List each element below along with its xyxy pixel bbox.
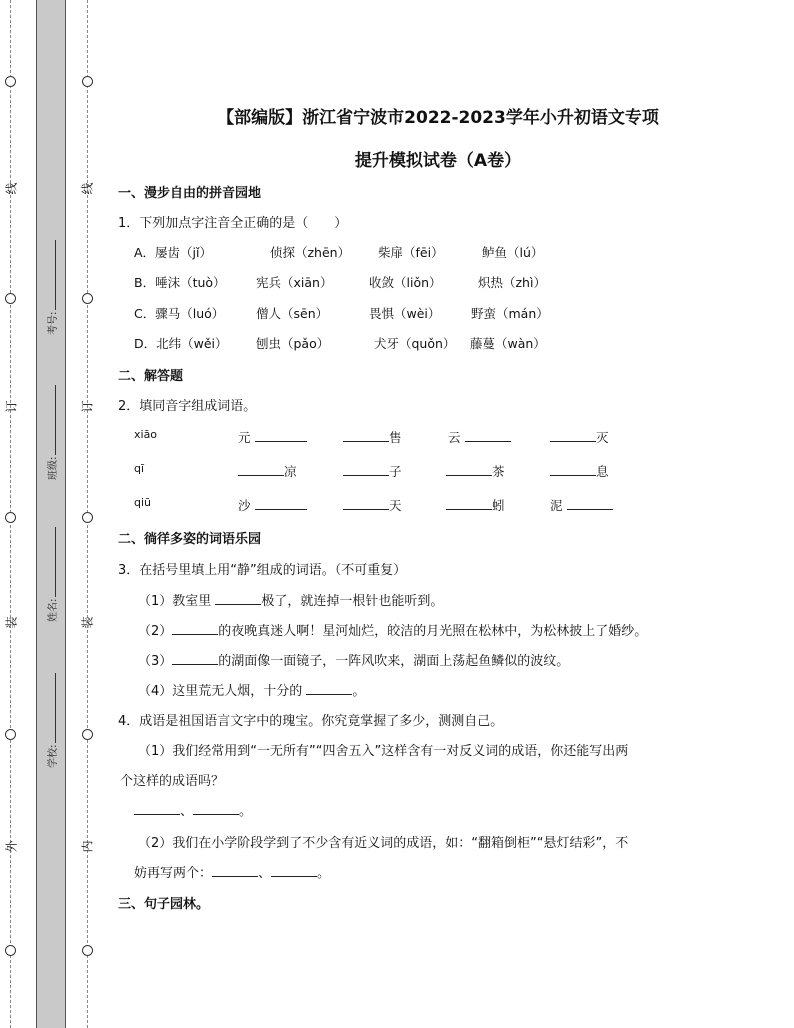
class-field[interactable]: 班级:: [44, 385, 59, 480]
choice-option[interactable]: C．骤马（luó）: [134, 306, 225, 321]
choice-word: 收敛（liǒn）: [369, 275, 442, 290]
inner-mark: 内: [80, 840, 95, 853]
fill-word: 灭: [550, 428, 609, 446]
choice-word: 柴扉（fēi）: [378, 245, 444, 260]
answer-blank[interactable]: [446, 497, 492, 510]
answer-blank[interactable]: [255, 429, 307, 442]
answer-blank[interactable]: [238, 463, 284, 476]
name-field[interactable]: 姓名:: [44, 527, 59, 622]
answer-blank[interactable]: [134, 802, 180, 815]
inner-mark: 装: [80, 616, 95, 629]
fill-word: 泥: [550, 496, 613, 514]
answer-blank[interactable]: [215, 592, 261, 605]
section-heading: 一、漫步自由的拼音园地: [118, 186, 262, 201]
choice-word: 野蛮（mán）: [471, 306, 549, 321]
choice-option[interactable]: A．屡齿（jǐ）: [134, 245, 212, 260]
answer-blank[interactable]: [550, 429, 596, 442]
answer-blank[interactable]: [550, 463, 596, 476]
binding-hole: [82, 945, 93, 956]
binding-hole: [5, 945, 16, 956]
binding-hole: [5, 293, 16, 304]
sub-question-cont: 妨再写两个： 、 。: [134, 866, 331, 881]
binding-hole: [5, 76, 16, 87]
binding-margin: [0, 0, 110, 1028]
question-stem: 1．下列加点字注音全正确的是（ ）: [118, 216, 348, 231]
binding-hole: [82, 512, 93, 523]
page-subtitle: 提升模拟试卷（A卷）: [354, 151, 522, 171]
fill-word: 息: [550, 462, 609, 480]
choice-option[interactable]: D．北纬（wěi）: [134, 336, 228, 351]
choice-word: 炽热（zhì）: [478, 275, 546, 290]
choice-word: 犬牙（quǒn）: [374, 336, 456, 351]
choice-word: 畏惧（wèi）: [369, 306, 441, 321]
school-field[interactable]: 学校:: [44, 673, 59, 768]
answer-blank[interactable]: [343, 497, 389, 510]
pinyin-label: xiāo: [134, 428, 158, 441]
inner-mark: 线: [80, 182, 95, 195]
choice-word: 刨虫（pǎo）: [256, 336, 330, 351]
pinyin-label: qiū: [134, 496, 152, 509]
answer-blank[interactable]: [465, 429, 511, 442]
answer-blank[interactable]: [446, 463, 492, 476]
sub-question: （1）我们经常用到“一无所有”“四舍五入”这样含有一对反义词的成语，你还能写出两: [138, 744, 629, 759]
fill-word: 云: [448, 428, 511, 446]
choice-word: 僧人（sēn）: [256, 306, 329, 321]
choice-word: 宪兵（xiān）: [256, 275, 333, 290]
answer-blank[interactable]: [343, 429, 389, 442]
fill-word: 凉: [238, 462, 297, 480]
info-band: [36, 0, 66, 1028]
fill-word: 售: [343, 428, 402, 446]
section-heading: 二、徜徉多姿的词语乐园: [118, 532, 262, 547]
outer-mark: 线: [4, 182, 19, 195]
fill-word: 子: [343, 462, 402, 480]
page-title: 【部编版】浙江省宁波市2022-2023学年小升初语文专项: [217, 108, 659, 128]
choice-word: 藤蔓（wàn）: [470, 336, 546, 351]
outer-mark: 装: [4, 616, 19, 629]
sub-question-cont: 个这样的成语吗？: [120, 774, 225, 789]
pinyin-label: qī: [134, 462, 145, 475]
outer-mark: 外: [4, 840, 19, 853]
answer-blank[interactable]: [567, 497, 613, 510]
fill-word: 茶: [446, 462, 505, 480]
binding-hole: [82, 76, 93, 87]
answer-blank[interactable]: [212, 864, 258, 877]
answer-blank[interactable]: [343, 463, 389, 476]
choice-option[interactable]: B．唾沫（tuò）: [134, 275, 226, 290]
fill-word: 沙: [238, 496, 307, 514]
question-stem: 4．成语是祖国语言文字中的瑰宝。你究竟掌握了多少，测测自己。: [118, 714, 504, 729]
section-heading: 三、句子园林。: [118, 897, 210, 912]
outer-mark: 订: [4, 400, 19, 413]
binding-hole: [82, 293, 93, 304]
binding-hole: [5, 729, 16, 740]
section-heading: 二、解答题: [118, 369, 184, 384]
fill-word: 蚓: [446, 496, 505, 514]
sub-question: （4）这里荒无人烟，十分的 。: [138, 684, 366, 699]
sub-question: （1）教室里 极了，就连掉一根针也能听到。: [138, 594, 444, 609]
fill-word: 天: [343, 496, 402, 514]
answer-blank[interactable]: [193, 802, 239, 815]
question-stem: 3．在括号里填上用“静”组成的词语。（不可重复）: [118, 563, 407, 578]
inner-mark: 订: [80, 400, 95, 413]
sub-question: （3） 的湖面像一面镜子，一阵风吹来，湖面上荡起鱼鳞似的波纹。: [138, 654, 570, 669]
answer-line: 、 。: [134, 800, 252, 819]
choice-word: 侦探（zhēn）: [270, 245, 351, 260]
sub-question: （2） 的夜晚真迷人啊！星河灿烂，皎洁的月光照在松林中，为松林披上了婚纱。: [138, 624, 648, 639]
choice-word: 鲈鱼（lú）: [482, 245, 544, 260]
exam-number-field[interactable]: 考号:: [44, 240, 59, 335]
binding-hole: [5, 512, 16, 523]
fill-word: 元: [238, 428, 307, 446]
answer-blank[interactable]: [255, 497, 307, 510]
question-stem: 2．填同音字组成词语。: [118, 399, 257, 414]
sub-question: （2）我们在小学阶段学到了不少含有近义词的成语，如：“翻箱倒柜”“悬灯结彩”，不: [138, 836, 629, 851]
answer-blank[interactable]: [306, 682, 352, 695]
answer-blank[interactable]: [271, 864, 317, 877]
answer-blank[interactable]: [172, 622, 218, 635]
binding-hole: [82, 729, 93, 740]
answer-blank[interactable]: [172, 652, 218, 665]
